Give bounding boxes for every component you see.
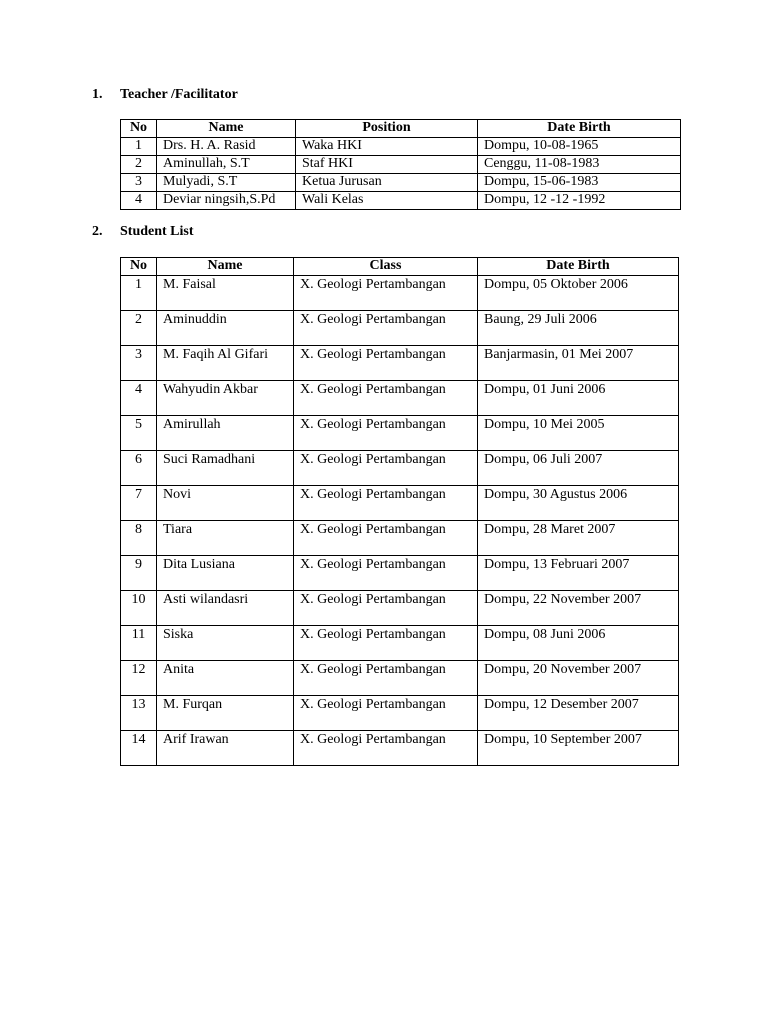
student-row xyxy=(121,451,679,486)
cell-no: 1 xyxy=(121,276,157,311)
cell-name: Aminuddin xyxy=(157,311,294,346)
cell-class: X. Geologi Pertambangan xyxy=(294,276,478,311)
header-no: No xyxy=(121,120,157,138)
cell-position: Waka HKI xyxy=(296,138,478,156)
cell-name: Mulyadi, S.T xyxy=(157,174,296,192)
header-date-birth: Date Birth xyxy=(478,258,679,276)
student-table xyxy=(120,257,679,766)
student-row xyxy=(121,276,679,311)
cell-no: 3 xyxy=(121,174,157,192)
student-row xyxy=(121,556,679,591)
student-row xyxy=(121,346,679,381)
cell-no: 7 xyxy=(121,486,157,521)
cell-name: Deviar ningsih,S.Pd xyxy=(157,192,296,210)
student-row xyxy=(121,486,679,521)
teacher-row xyxy=(121,138,681,156)
cell-date-birth: Dompu, 12 -12 -1992 xyxy=(478,192,681,210)
cell-name: Amirullah xyxy=(157,416,294,451)
teacher-table-header-row xyxy=(121,120,681,138)
cell-position: Staf HKI xyxy=(296,156,478,174)
cell-class: X. Geologi Pertambangan xyxy=(294,346,478,381)
cell-no: 9 xyxy=(121,556,157,591)
student-table-header-row xyxy=(121,258,679,276)
cell-no: 3 xyxy=(121,346,157,381)
cell-class: X. Geologi Pertambangan xyxy=(294,626,478,661)
cell-no: 1 xyxy=(121,138,157,156)
cell-name: M. Faqih Al Gifari xyxy=(157,346,294,381)
cell-name: Dita Lusiana xyxy=(157,556,294,591)
student-row xyxy=(121,591,679,626)
cell-class: X. Geologi Pertambangan xyxy=(294,311,478,346)
header-name: Name xyxy=(157,258,294,276)
cell-name: Wahyudin Akbar xyxy=(157,381,294,416)
teacher-table xyxy=(120,119,681,210)
cell-name: Arif Irawan xyxy=(157,731,294,766)
cell-date-birth: Dompu, 28 Maret 2007 xyxy=(478,521,679,556)
header-class: Class xyxy=(294,258,478,276)
student-section-number: 2. xyxy=(92,224,103,239)
cell-no: 14 xyxy=(121,731,157,766)
cell-date-birth: Dompu, 13 Februari 2007 xyxy=(478,556,679,591)
teacher-section-number: 1. xyxy=(92,87,103,102)
cell-position: Wali Kelas xyxy=(296,192,478,210)
cell-no: 2 xyxy=(121,156,157,174)
cell-no: 11 xyxy=(121,626,157,661)
teacher-row xyxy=(121,192,681,210)
cell-name: Suci Ramadhani xyxy=(157,451,294,486)
cell-class: X. Geologi Pertambangan xyxy=(294,731,478,766)
cell-name: Novi xyxy=(157,486,294,521)
cell-no: 4 xyxy=(121,192,157,210)
teacher-section-heading xyxy=(92,87,238,103)
cell-name: Anita xyxy=(157,661,294,696)
student-row xyxy=(121,311,679,346)
header-name: Name xyxy=(157,120,296,138)
cell-class: X. Geologi Pertambangan xyxy=(294,381,478,416)
cell-date-birth: Dompu, 06 Juli 2007 xyxy=(478,451,679,486)
cell-date-birth: Banjarmasin, 01 Mei 2007 xyxy=(478,346,679,381)
cell-class: X. Geologi Pertambangan xyxy=(294,556,478,591)
cell-date-birth: Dompu, 01 Juni 2006 xyxy=(478,381,679,416)
cell-name: Asti wilandasri xyxy=(157,591,294,626)
teacher-row xyxy=(121,156,681,174)
cell-class: X. Geologi Pertambangan xyxy=(294,451,478,486)
cell-date-birth: Dompu, 22 November 2007 xyxy=(478,591,679,626)
cell-name: Aminullah, S.T xyxy=(157,156,296,174)
cell-name: M. Faisal xyxy=(157,276,294,311)
cell-no: 12 xyxy=(121,661,157,696)
cell-no: 6 xyxy=(121,451,157,486)
cell-class: X. Geologi Pertambangan xyxy=(294,661,478,696)
cell-no: 5 xyxy=(121,416,157,451)
cell-date-birth: Dompu, 30 Agustus 2006 xyxy=(478,486,679,521)
cell-class: X. Geologi Pertambangan xyxy=(294,696,478,731)
cell-date-birth: Cenggu, 11-08-1983 xyxy=(478,156,681,174)
student-row xyxy=(121,381,679,416)
student-row xyxy=(121,626,679,661)
cell-name: Drs. H. A. Rasid xyxy=(157,138,296,156)
student-row xyxy=(121,731,679,766)
header-no: No xyxy=(121,258,157,276)
cell-date-birth: Dompu, 15-06-1983 xyxy=(478,174,681,192)
header-date-birth: Date Birth xyxy=(478,120,681,138)
cell-name: Siska xyxy=(157,626,294,661)
student-row xyxy=(121,661,679,696)
header-position: Position xyxy=(296,120,478,138)
cell-class: X. Geologi Pertambangan xyxy=(294,591,478,626)
cell-class: X. Geologi Pertambangan xyxy=(294,416,478,451)
cell-no: 8 xyxy=(121,521,157,556)
teacher-section-title: Teacher /Facilitator xyxy=(120,87,238,102)
cell-date-birth: Dompu, 12 Desember 2007 xyxy=(478,696,679,731)
cell-no: 2 xyxy=(121,311,157,346)
student-section-title: Student List xyxy=(120,224,194,239)
cell-name: Tiara xyxy=(157,521,294,556)
cell-no: 4 xyxy=(121,381,157,416)
cell-date-birth: Dompu, 05 Oktober 2006 xyxy=(478,276,679,311)
cell-no: 13 xyxy=(121,696,157,731)
cell-date-birth: Dompu, 08 Juni 2006 xyxy=(478,626,679,661)
cell-date-birth: Dompu, 10 September 2007 xyxy=(478,731,679,766)
student-row xyxy=(121,521,679,556)
cell-class: X. Geologi Pertambangan xyxy=(294,486,478,521)
cell-date-birth: Dompu, 10-08-1965 xyxy=(478,138,681,156)
cell-date-birth: Dompu, 10 Mei 2005 xyxy=(478,416,679,451)
cell-date-birth: Baung, 29 Juli 2006 xyxy=(478,311,679,346)
cell-position: Ketua Jurusan xyxy=(296,174,478,192)
student-row xyxy=(121,696,679,731)
student-section-heading xyxy=(92,224,194,240)
cell-no: 10 xyxy=(121,591,157,626)
teacher-row xyxy=(121,174,681,192)
student-row xyxy=(121,416,679,451)
cell-class: X. Geologi Pertambangan xyxy=(294,521,478,556)
cell-date-birth: Dompu, 20 November 2007 xyxy=(478,661,679,696)
cell-name: M. Furqan xyxy=(157,696,294,731)
